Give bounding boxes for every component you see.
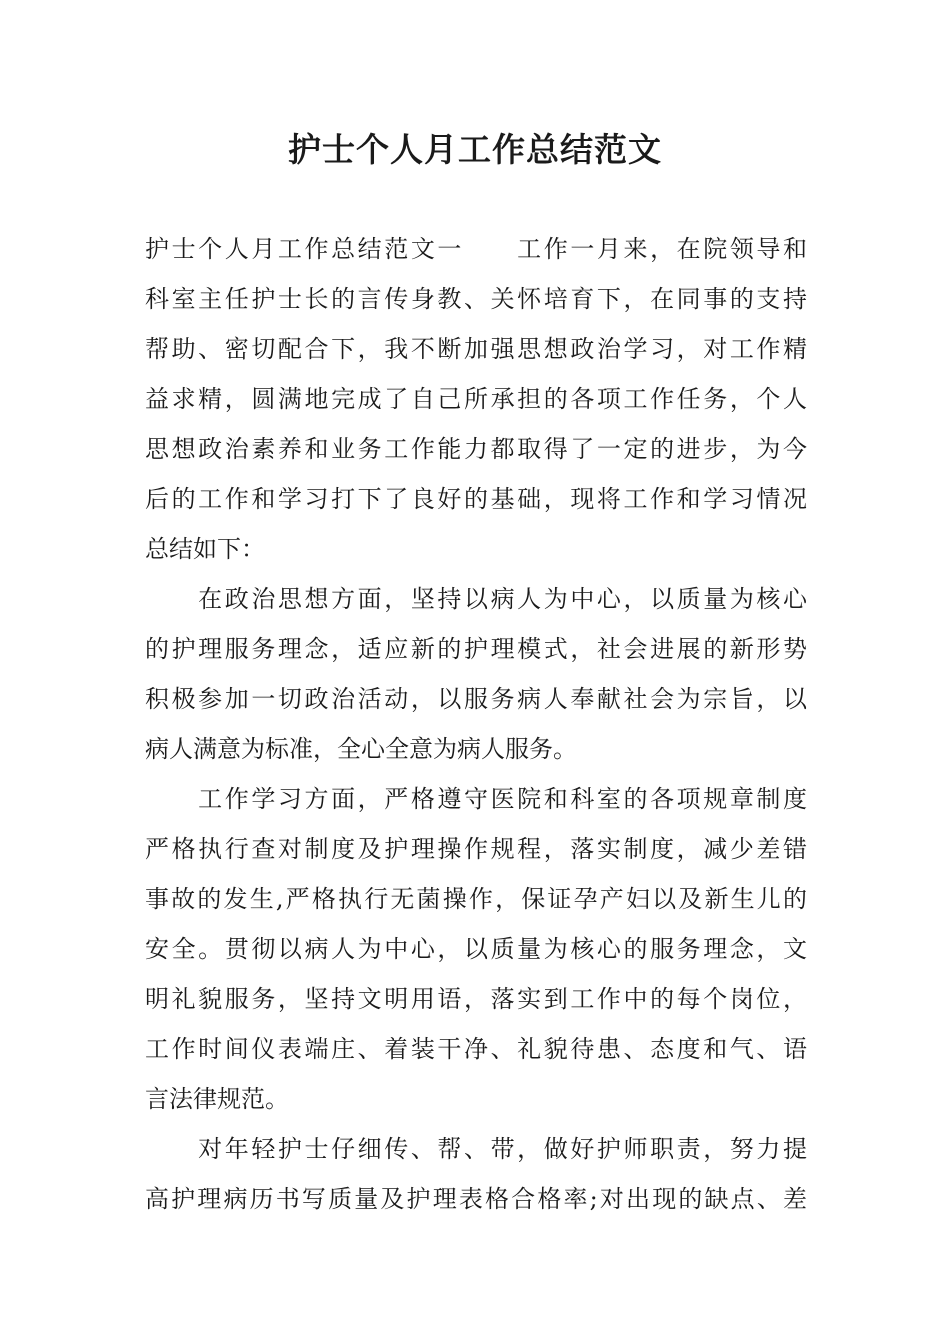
text-line: 安全。贯彻以病人为中心，以质量为核心的服务理念，文 <box>145 935 807 963</box>
text-line: 科室主任护士长的言传身教、关怀培育下，在同事的支持 <box>145 285 807 313</box>
text-line: 对年轻护士仔细传、帮、带，做好护师职责，努力提 <box>145 1135 807 1163</box>
text-line: 工作学习方面，严格遵守医院和科室的各项规章制度 <box>145 785 807 813</box>
text-line: 思想政治素养和业务工作能力都取得了一定的进步，为今 <box>145 435 807 463</box>
text-line: 总结如下： <box>145 535 265 563</box>
text-line: 后的工作和学习打下了良好的基础，现将工作和学习情况 <box>145 485 807 513</box>
document-body <box>145 224 807 1224</box>
text-line: 病人满意为标准，全心全意为病人服务。 <box>145 735 577 763</box>
text-line: 护士个人月工作总结范文一 工作一月来，在院领导和 <box>145 235 807 263</box>
text-line: 高护理病历书写质量及护理表格合格率;对出现的缺点、差 <box>145 1185 807 1213</box>
text-line: 明礼貌服务，坚持文明用语，落实到工作中的每个岗位， <box>145 985 807 1013</box>
text-line: 在政治思想方面，坚持以病人为中心，以质量为核心 <box>145 585 807 613</box>
text-line: 帮助、密切配合下，我不断加强思想政治学习，对工作精 <box>145 335 807 363</box>
text-line: 严格执行查对制度及护理操作规程，落实制度，减少差错 <box>145 835 807 863</box>
document-title: 护士个人月工作总结范文 <box>288 130 662 169</box>
text-line: 的护理服务理念，适应新的护理模式，社会进展的新形势 <box>145 635 807 663</box>
text-line: 积极参加一切政治活动，以服务病人奉献社会为宗旨，以 <box>145 685 807 713</box>
text-line: 事故的发生,严格执行无菌操作，保证孕产妇以及新生儿的 <box>145 885 807 913</box>
text-line: 言法律规范。 <box>145 1085 289 1113</box>
text-line: 益求精，圆满地完成了自己所承担的各项工作任务，个人 <box>145 385 807 413</box>
text-line: 工作时间仪表端庄、着装干净、礼貌待患、态度和气、语 <box>145 1035 807 1063</box>
